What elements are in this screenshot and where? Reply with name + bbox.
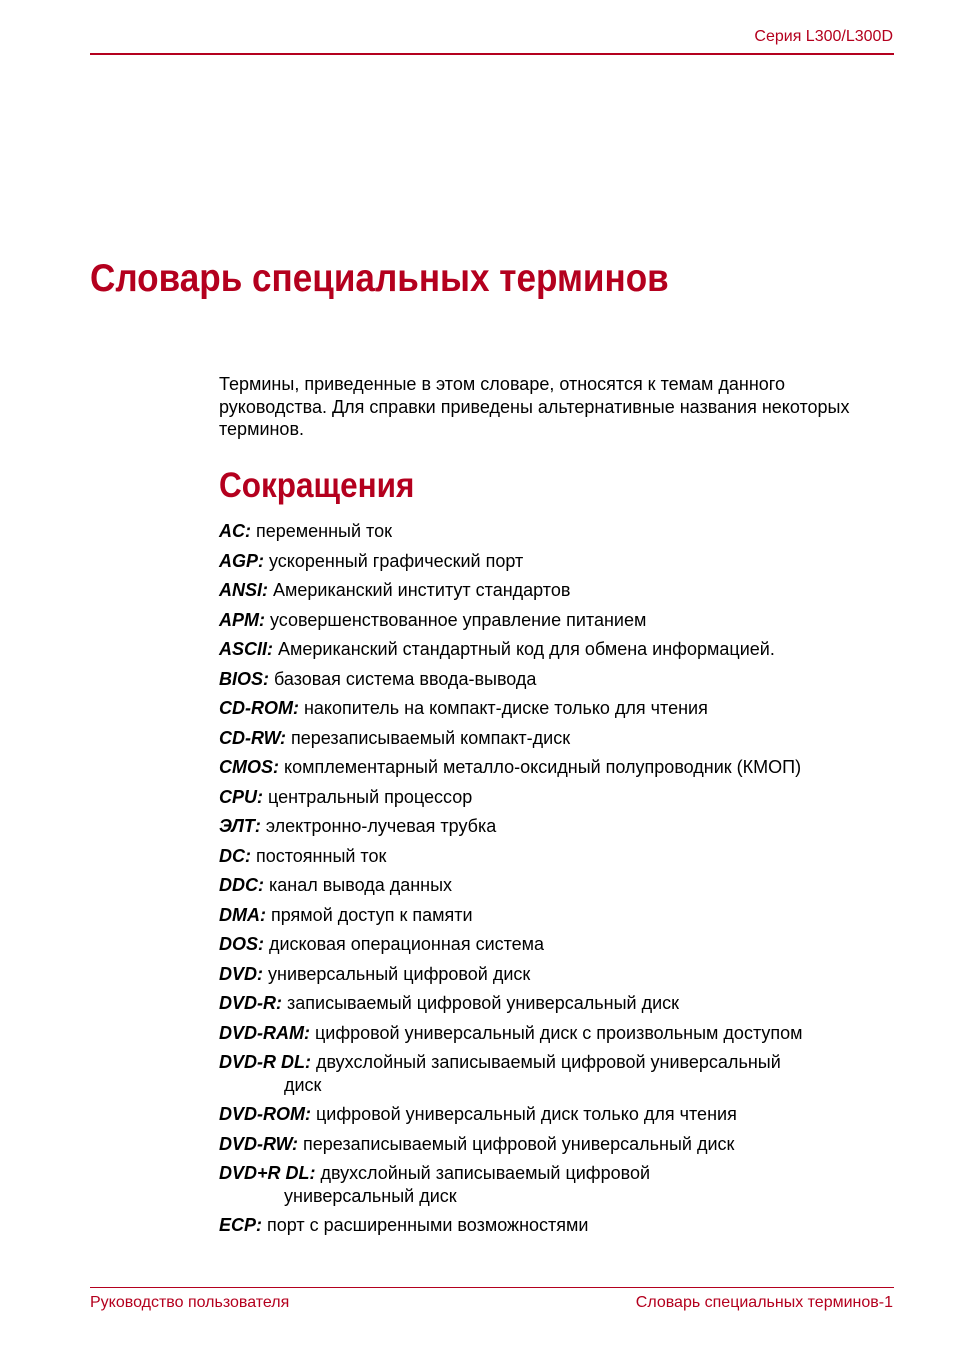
- term-elt: [219, 815, 894, 838]
- term-definition: накопитель на компакт-диске только для чтения: [298, 698, 708, 718]
- term-definition: переменный ток: [251, 521, 392, 541]
- term-abbr: DDC:: [219, 875, 264, 895]
- term-abbr: ANSI:: [219, 580, 268, 600]
- term-bios: [219, 668, 894, 691]
- term-dvd: [219, 963, 894, 986]
- term-cmos: [219, 756, 894, 779]
- term-abbr: DVD:: [219, 963, 263, 984]
- term-dvd-plus-r-dl: [219, 1162, 784, 1207]
- term-ac: [219, 520, 894, 543]
- term-definition: Американский стандартный код для обмена информацией.: [273, 639, 775, 659]
- term-agp: [219, 550, 894, 573]
- term-definition: ускоренный графический порт: [264, 550, 524, 571]
- term-definition: канал вывода данных: [264, 875, 453, 895]
- term-abbr: BIOS:: [219, 668, 270, 689]
- header-divider: [90, 53, 894, 55]
- term-definition: записываемый цифровой универсальный диск: [282, 993, 680, 1013]
- term-abbr: DVD-R:: [219, 993, 282, 1013]
- term-cpu: [219, 786, 894, 809]
- term-dvd-r: [219, 992, 894, 1015]
- term-dvd-r-dl: [219, 1051, 784, 1096]
- term-abbr: DVD+R DL:: [219, 1163, 316, 1183]
- footer-manual-title: Руководство пользователя: [90, 1294, 290, 1311]
- term-definition: двухслойный записываемый цифровой универсальный диск: [284, 1052, 781, 1095]
- term-dvd-ram: [219, 1022, 894, 1045]
- term-definition: цифровой универсальный диск только для чтения: [311, 1104, 737, 1124]
- term-abbr: CMOS:: [219, 757, 279, 777]
- term-definition: комплементарный металло-оксидный полупроводник (КМОП): [279, 757, 802, 777]
- term-abbr: CPU:: [219, 786, 263, 807]
- term-definition: Американский институт стандартов: [268, 580, 571, 600]
- term-definition: постоянный ток: [251, 845, 387, 866]
- term-abbr: DC:: [219, 845, 251, 866]
- term-definition: перезаписываемый цифровой универсальный диск: [298, 1133, 735, 1154]
- term-definition: центральный процессор: [263, 786, 473, 807]
- term-ecp: [219, 1214, 894, 1237]
- footer-page-label: Словарь специальных терминов-1: [635, 1294, 893, 1311]
- term-definition: цифровой универсальный диск с произвольным доступом: [309, 1022, 803, 1043]
- abbreviation-list: [219, 520, 894, 1244]
- term-ascii: [219, 638, 894, 661]
- term-ansi: [219, 579, 894, 602]
- term-cd-rw: [219, 727, 894, 750]
- section-title: Сокращения: [219, 466, 415, 505]
- term-dvd-rom: [219, 1103, 894, 1126]
- term-apm: [219, 609, 894, 632]
- term-definition: базовая система ввода-вывода: [269, 668, 537, 689]
- term-definition: дисковая операционная система: [264, 934, 545, 954]
- intro-paragraph: Термины, приведенные в этом словаре, относятся к темам данного руководства. Для справки приведены альтернативные названия некоторых терминов.: [219, 374, 850, 439]
- term-cd-rom: [219, 697, 894, 720]
- term-definition: универсальный цифровой диск: [263, 963, 531, 984]
- term-abbr: DVD-R DL:: [219, 1052, 311, 1072]
- term-abbr: ЭЛТ:: [219, 816, 261, 836]
- term-definition: двухслойный записываемый цифровой универсальный диск: [284, 1163, 651, 1206]
- header-series: Серия L300/L300D: [754, 28, 893, 45]
- term-abbr: APM:: [219, 609, 265, 630]
- term-abbr: DVD-ROM:: [219, 1104, 311, 1124]
- term-abbr: CD-ROM:: [219, 698, 299, 718]
- term-definition: усовершенствованное управление питанием: [265, 609, 647, 630]
- term-definition: порт с расширенными возможностями: [262, 1215, 589, 1235]
- term-definition: электронно-лучевая трубка: [260, 816, 497, 836]
- term-abbr: CD-RW:: [219, 727, 286, 748]
- term-definition: прямой доступ к памяти: [266, 904, 473, 925]
- term-dvd-rw: [219, 1133, 894, 1156]
- term-abbr: ECP:: [219, 1215, 263, 1235]
- term-abbr: DVD-RW:: [219, 1133, 298, 1154]
- term-abbr: DMA:: [219, 904, 266, 925]
- term-abbr: DVD-RAM:: [219, 1022, 310, 1043]
- footer-divider: [90, 1287, 894, 1288]
- page-title: Словарь специальных терминов: [90, 257, 669, 300]
- term-abbr: AGP:: [219, 550, 264, 571]
- term-ddc: [219, 874, 894, 897]
- term-abbr: AC:: [219, 521, 251, 541]
- term-dc: [219, 845, 894, 868]
- term-abbr: DOS:: [219, 934, 264, 954]
- term-dma: [219, 904, 894, 927]
- term-abbr: ASCII:: [219, 639, 273, 659]
- term-dos: [219, 933, 894, 956]
- term-definition: перезаписываемый компакт-диск: [285, 727, 571, 748]
